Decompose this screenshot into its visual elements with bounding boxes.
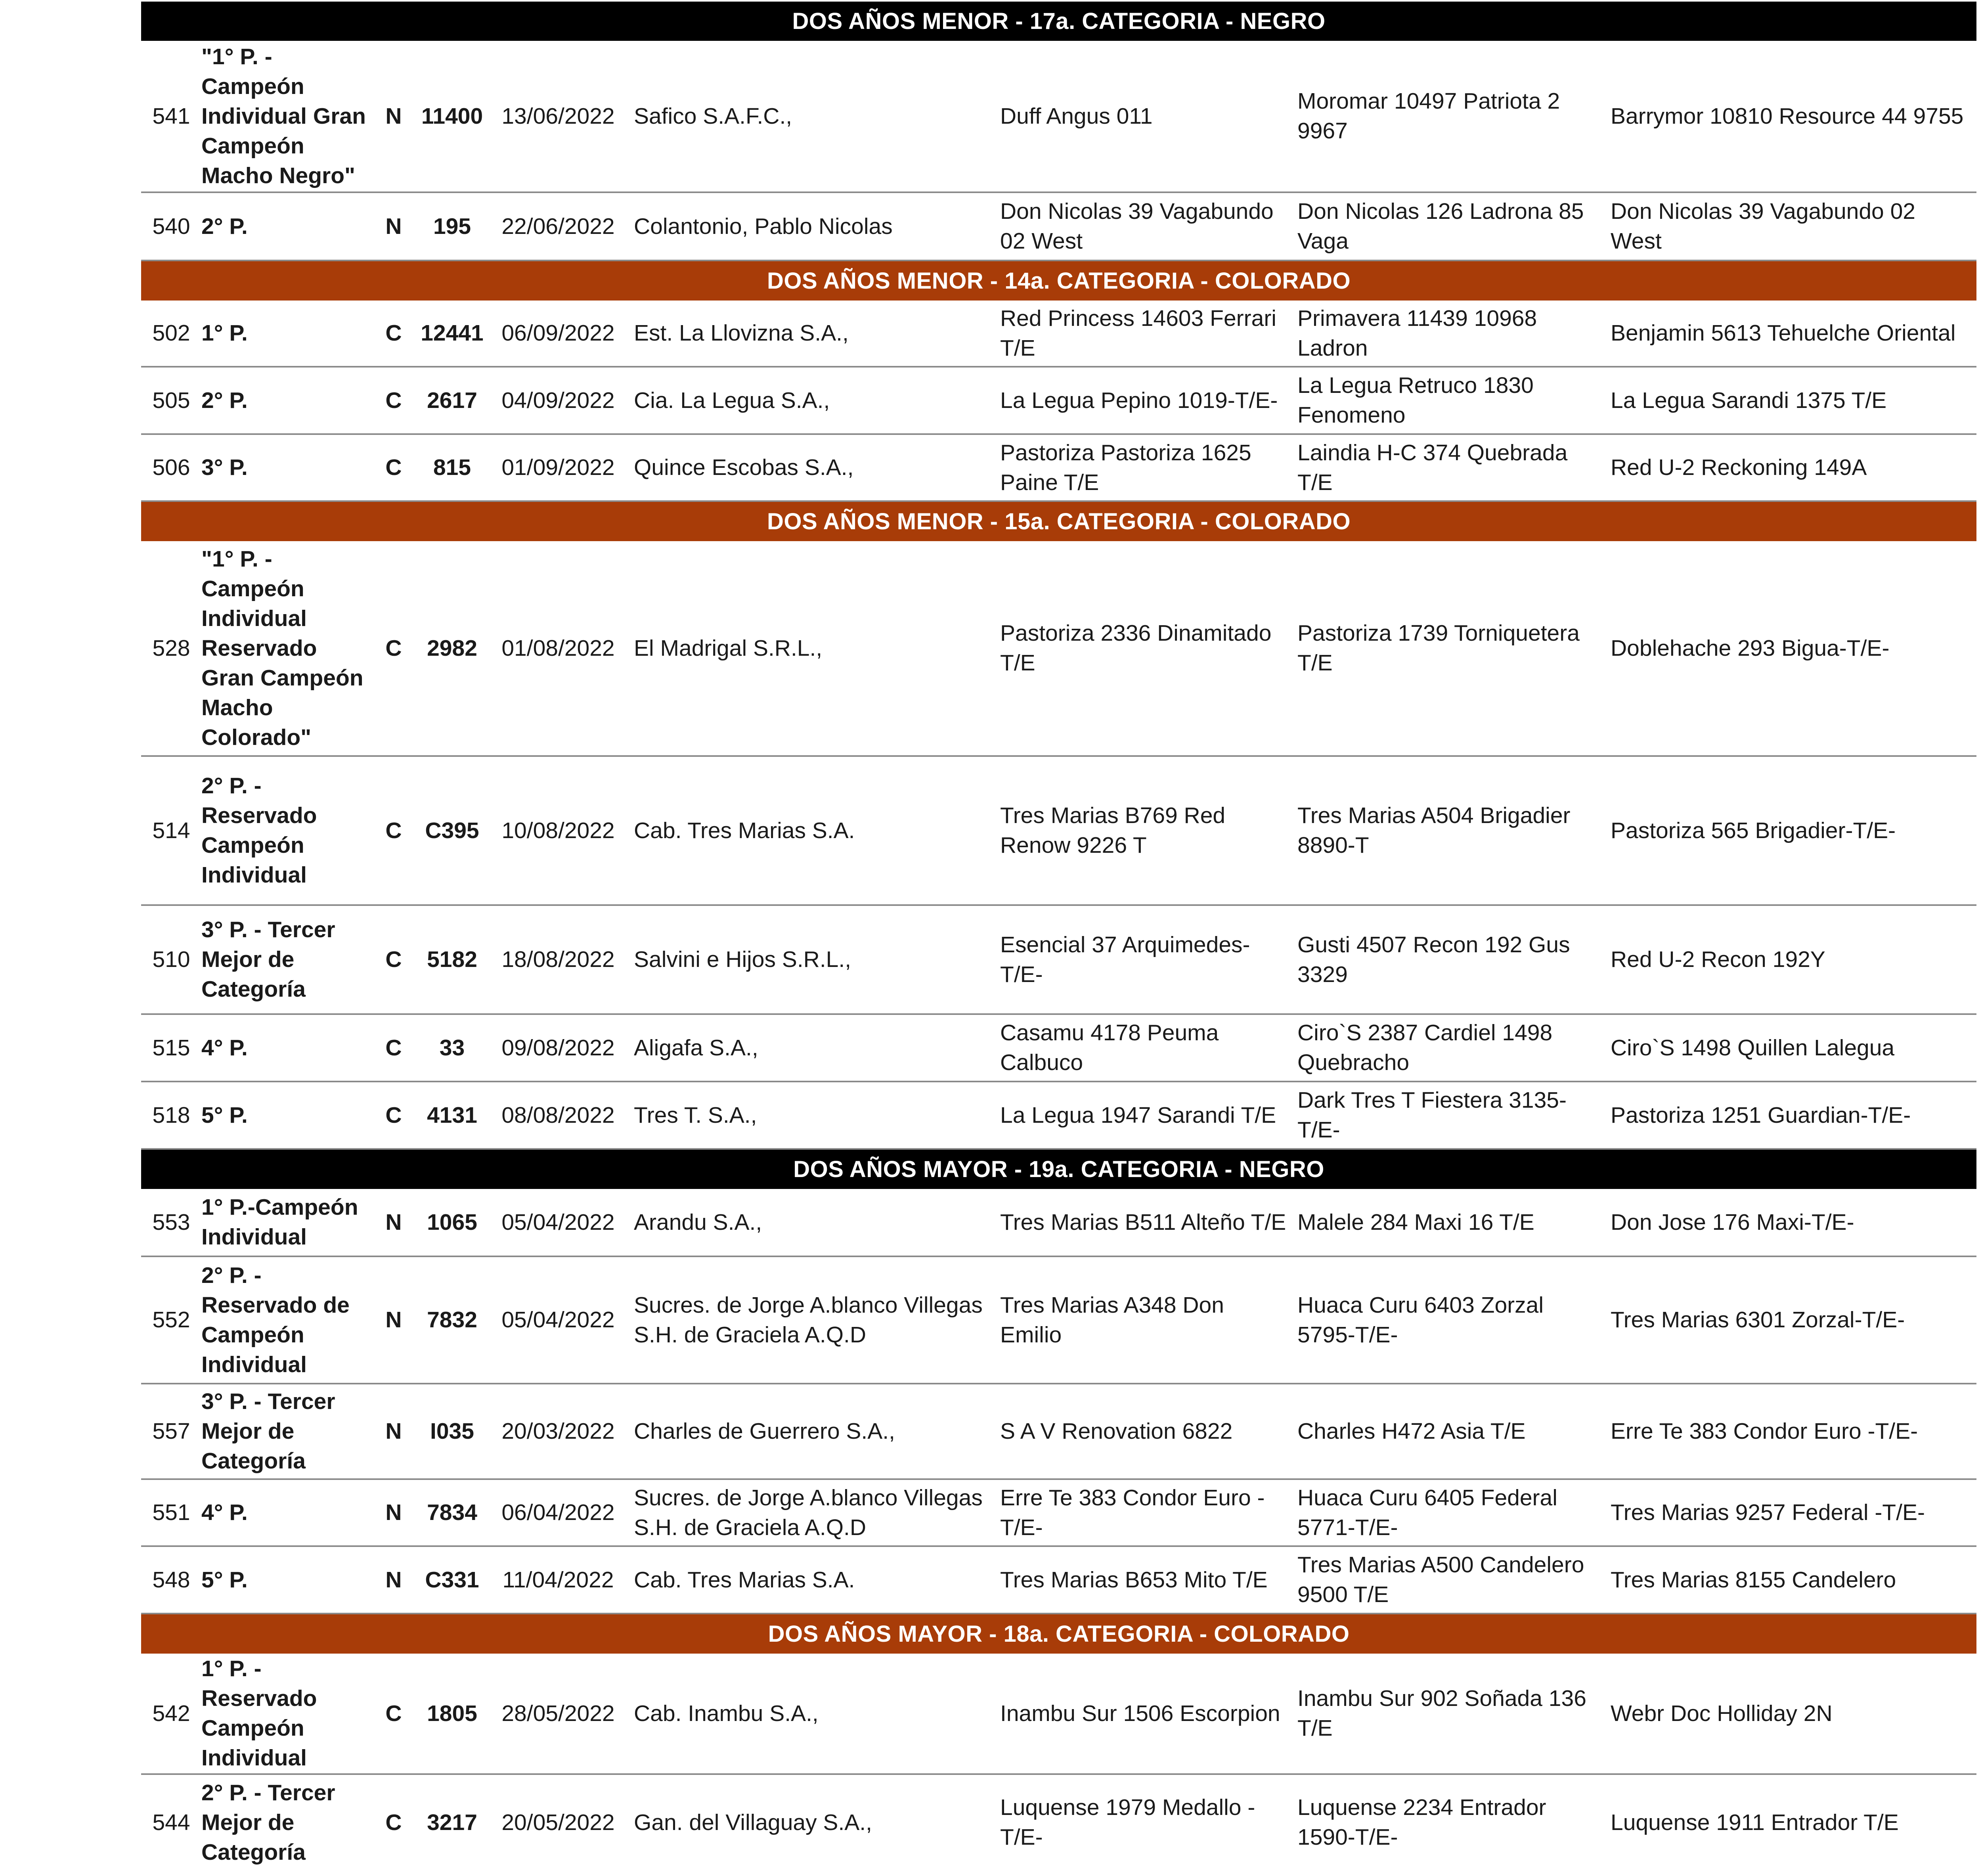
lot-number-cell: 541 [141,41,201,192]
sire-cell: Luquense 2234 Entrador 1590-T/E- [1297,1795,1546,1850]
rp-number-cell: 5182 [411,905,493,1014]
coat-color-cell: C [376,905,411,1014]
lot-number-cell: 515 [141,1014,201,1082]
exhibitor-cell: Cab. Tres Marias S.A. [624,1546,1000,1614]
rp-number-cell: 2617 [411,367,493,434]
animal-name-cell: Pastoriza 2336 Dinamitado T/E [1000,541,1297,756]
exhibitor-cell: Tres T. S.A., [624,1082,1000,1149]
animal-name-cell: Red Princess 14603 Ferrari T/E [1000,301,1297,367]
lot-number-cell: 510 [141,905,201,1014]
animal-name-cell: S A V Renovation 6822 [1000,1384,1297,1479]
rp-number-cell: 1805 [411,1654,493,1774]
exhibitor-cell: Gan. del Villaguay S.A., [634,1809,872,1835]
birth-date-cell: 01/08/2022 [493,541,624,756]
placement-cell: 1° P.-Campeón Individual [201,1189,376,1256]
sire-cell: Moromar 10497 Patriota 2 9967 [1297,41,1611,192]
exhibitor-cell: Arandu S.A., [624,1189,1000,1256]
coat-color-cell: C [385,1809,402,1835]
table-row [141,1256,1976,1384]
table-row [141,1082,1976,1149]
dam-cell: Barrymor 10810 Resource 44 9755 [1611,41,1976,192]
animal-name-cell: Tres Marias B769 Red Renow 9226 T [1000,756,1297,905]
coat-color-cell: N [376,41,411,192]
table-row [141,905,1976,1014]
exhibitor-cell: Cab. Inambu S.A., [624,1654,1000,1774]
dam-cell: Pastoriza 565 Brigadier-T/E- [1611,756,1976,905]
dam-cell: Tres Marias 6301 Zorzal-T/E- [1611,1256,1976,1384]
placement-cell: 3° P. [201,434,376,501]
dam-cell: La Legua Sarandi 1375 T/E [1611,367,1976,434]
sire-cell: Huaca Curu 6405 Federal 5771-T/E- [1297,1479,1611,1546]
coat-color-cell: N [376,192,411,260]
table-row [141,1384,1976,1479]
category-header [141,2,1976,41]
animal-name-cell: Tres Marias B511 Alteño T/E [1000,1189,1297,1256]
table-row [141,541,1976,756]
exhibitor-cell: Quince Escobas S.A., [624,434,1000,501]
sire-cell: Inambu Sur 902 Soñada 136 T/E [1297,1654,1611,1774]
exhibitor-cell: Sucres. de Jorge A.blanco Villegas S.H. de Graciela A.Q.D [624,1256,1000,1384]
category-header [141,1614,1976,1654]
table-row [141,301,1976,367]
exhibitor-cell: Colantonio, Pablo Nicolas [624,192,1000,260]
dam-cell: Luquense 1911 Entrador T/E [1611,1809,1899,1835]
birth-date-cell: 11/04/2022 [493,1546,624,1614]
rp-number-cell: 7832 [411,1256,493,1384]
birth-date-cell: 05/04/2022 [493,1189,624,1256]
dam-cell: Red U-2 Reckoning 149A [1611,434,1976,501]
placement-cell: 2° P. [201,367,376,434]
placement-cell: 4° P. [201,1014,376,1082]
lot-number-cell: 542 [141,1654,201,1774]
placement-cell: 1° P. [201,301,376,367]
table-row [141,1479,1976,1546]
table-row [141,1654,1976,1774]
category-header [141,260,1976,301]
rp-number-cell: C331 [411,1546,493,1614]
birth-date-cell: 05/04/2022 [493,1256,624,1384]
animal-name-cell: Tres Marias B653 Mito T/E [1000,1546,1297,1614]
coat-color-cell: C [376,756,411,905]
lot-number-cell: 557 [141,1384,201,1479]
category-title: DOS AÑOS MAYOR - 18a. CATEGORIA - COLORADO [141,1614,1976,1654]
rp-number-cell: 3217 [427,1809,477,1835]
placement-cell: 2° P. [201,192,376,260]
lot-number-cell: 502 [141,301,201,367]
dam-cell: Webr Doc Holliday 2N [1611,1654,1976,1774]
table-row [141,367,1976,434]
lot-number-cell: 518 [141,1082,201,1149]
animal-name-cell: Casamu 4178 Peuma Calbuco [1000,1014,1297,1082]
coat-color-cell: N [376,1256,411,1384]
results-body [141,2,1976,1870]
category-title: DOS AÑOS MENOR - 17a. CATEGORIA - NEGRO [141,2,1976,41]
birth-date-cell: 09/08/2022 [493,1014,624,1082]
results-table [141,2,1976,1870]
dam-cell: Tres Marias 8155 Candelero [1611,1546,1976,1614]
animal-name-cell: Duff Angus 011 [1000,41,1297,192]
table-row [141,756,1976,905]
birth-date-cell: 13/06/2022 [493,41,624,192]
exhibitor-cell: Safico S.A.F.C., [624,41,1000,192]
placement-cell: 1° P. - Reservado Campeón Individual [201,1654,376,1774]
rp-number-cell: C395 [411,756,493,905]
table-row [141,192,1976,260]
placement-cell: 4° P. [201,1479,376,1546]
birth-date-cell: 20/05/2022 [501,1809,615,1835]
exhibitor-cell: Sucres. de Jorge A.blanco Villegas S.H. de Graciela A.Q.D [624,1479,1000,1546]
exhibitor-cell: Salvini e Hijos S.R.L., [624,905,1000,1014]
birth-date-cell: 06/09/2022 [493,301,624,367]
coat-color-cell: C [376,1082,411,1149]
dam-cell: Ciro`S 1498 Quillen Lalegua [1611,1014,1976,1082]
animal-name-cell: Tres Marias A348 Don Emilio [1000,1256,1297,1384]
table-row [141,1014,1976,1082]
rp-number-cell: I035 [411,1384,493,1479]
animal-name-cell: La Legua Pepino 1019-T/E- [1000,367,1297,434]
lot-number-cell: 544 [152,1809,190,1835]
placement-cell: 2° P. - Reservado Campeón Individual [201,756,376,905]
coat-color-cell: C [376,1014,411,1082]
placement-cell: 5° P. [201,1546,376,1614]
birth-date-cell: 18/08/2022 [493,905,624,1014]
dam-cell: Erre Te 383 Condor Euro -T/E- [1611,1384,1976,1479]
exhibitor-cell: El Madrigal S.R.L., [624,541,1000,756]
birth-date-cell: 01/09/2022 [493,434,624,501]
dam-cell: Benjamin 5613 Tehuelche Oriental [1611,301,1976,367]
exhibitor-cell: Aligafa S.A., [624,1014,1000,1082]
placement-cell: "1° P. - Campeón Individual Gran Campeón Macho Negro" [201,41,376,192]
coat-color-cell: N [376,1189,411,1256]
lot-number-cell: 528 [141,541,201,756]
sire-cell: Ciro`S 2387 Cardiel 1498 Quebracho [1297,1014,1611,1082]
rp-number-cell: 33 [411,1014,493,1082]
placement-cell: 2° P. - Tercer Mejor de Categoría [201,1780,335,1865]
placement-cell: 3° P. - Tercer Mejor de Categoría [201,1384,376,1479]
birth-date-cell: 04/09/2022 [493,367,624,434]
lot-number-cell: 553 [141,1189,201,1256]
rp-number-cell: 195 [411,192,493,260]
category-title: DOS AÑOS MAYOR - 19a. CATEGORIA - NEGRO [141,1149,1976,1189]
rp-number-cell: 4131 [411,1082,493,1149]
coat-color-cell: C [376,434,411,501]
exhibitor-cell: Cia. La Legua S.A., [624,367,1000,434]
lot-number-cell: 540 [141,192,201,260]
birth-date-cell: 10/08/2022 [493,756,624,905]
exhibitor-cell: Est. La Llovizna S.A., [624,301,1000,367]
dam-cell: Pastoriza 1251 Guardian-T/E- [1611,1082,1976,1149]
placement-cell: "1° P. - Campeón Individual Reservado Gran Campeón Macho Colorado" [201,541,376,756]
category-title: DOS AÑOS MENOR - 15a. CATEGORIA - COLORADO [141,501,1976,541]
sire-cell: La Legua Retruco 1830 Fenomeno [1297,367,1611,434]
lot-number-cell: 548 [141,1546,201,1614]
rp-number-cell: 12441 [411,301,493,367]
rp-number-cell: 1065 [411,1189,493,1256]
placement-cell: 5° P. [201,1082,376,1149]
coat-color-cell: N [376,1546,411,1614]
sire-cell: Tres Marias A500 Candelero 9500 T/E [1297,1546,1611,1614]
animal-name-cell: Luquense 1979 Medallo -T/E- [1000,1795,1255,1850]
table-row [141,1189,1976,1256]
exhibitor-cell: Charles de Guerrero S.A., [624,1384,1000,1479]
table-row [141,434,1976,501]
rp-number-cell: 815 [411,434,493,501]
table-row [141,1774,1976,1870]
lot-number-cell: 551 [141,1479,201,1546]
rp-number-cell: 2982 [411,541,493,756]
dam-cell: Don Jose 176 Maxi-T/E- [1611,1189,1976,1256]
animal-name-cell: La Legua 1947 Sarandi T/E [1000,1082,1297,1149]
rp-number-cell: 7834 [411,1479,493,1546]
placement-cell: 3° P. - Tercer Mejor de Categoría [201,905,376,1014]
table-row [141,1546,1976,1614]
category-header [141,1149,1976,1189]
coat-color-cell: N [376,1479,411,1546]
sire-cell: Primavera 11439 10968 Ladron [1297,301,1611,367]
dam-cell: Doblehache 293 Bigua-T/E- [1611,541,1976,756]
animal-name-cell: Don Nicolas 39 Vagabundo 02 West [1000,192,1297,260]
table-row [141,41,1976,192]
category-title: DOS AÑOS MENOR - 14a. CATEGORIA - COLORADO [141,260,1976,301]
sire-cell: Pastoriza 1739 Torniquetera T/E [1297,541,1611,756]
animal-name-cell: Esencial 37 Arquimedes-T/E- [1000,905,1297,1014]
sire-cell: Huaca Curu 6403 Zorzal 5795-T/E- [1297,1256,1611,1384]
lot-number-cell: 514 [141,756,201,905]
coat-color-cell: C [376,1654,411,1774]
rp-number-cell: 11400 [411,41,493,192]
birth-date-cell: 08/08/2022 [493,1082,624,1149]
birth-date-cell: 22/06/2022 [493,192,624,260]
sire-cell: Charles H472 Asia T/E [1297,1384,1611,1479]
animal-name-cell: Pastoriza Pastoriza 1625 Paine T/E [1000,434,1297,501]
dam-cell: Don Nicolas 39 Vagabundo 02 West [1611,192,1976,260]
sire-cell: Tres Marias A504 Brigadier 8890-T [1297,756,1611,905]
dam-cell: Red U-2 Recon 192Y [1611,905,1976,1014]
sire-cell: Don Nicolas 126 Ladrona 85 Vaga [1297,192,1611,260]
category-header [141,501,1976,541]
sire-cell: Dark Tres T Fiestera 3135-T/E- [1297,1082,1611,1149]
sire-cell: Gusti 4507 Recon 192 Gus 3329 [1297,905,1611,1014]
animal-name-cell: Erre Te 383 Condor Euro -T/E- [1000,1479,1297,1546]
placement-cell: 2° P. - Reservado de Campeón Individual [201,1256,376,1384]
animal-name-cell: Inambu Sur 1506 Escorpion [1000,1654,1297,1774]
dam-cell: Tres Marias 9257 Federal -T/E- [1611,1479,1976,1546]
exhibitor-cell: Cab. Tres Marias S.A. [624,756,1000,905]
lot-number-cell: 505 [141,367,201,434]
lot-number-cell: 506 [141,434,201,501]
coat-color-cell: C [376,541,411,756]
coat-color-cell: C [376,301,411,367]
lot-number-cell: 552 [141,1256,201,1384]
coat-color-cell: C [376,367,411,434]
birth-date-cell: 06/04/2022 [493,1479,624,1546]
birth-date-cell: 20/03/2022 [493,1384,624,1479]
sire-cell: Malele 284 Maxi 16 T/E [1297,1189,1611,1256]
birth-date-cell: 28/05/2022 [493,1654,624,1774]
sire-cell: Laindia H-C 374 Quebrada T/E [1297,434,1611,501]
coat-color-cell: N [376,1384,411,1479]
